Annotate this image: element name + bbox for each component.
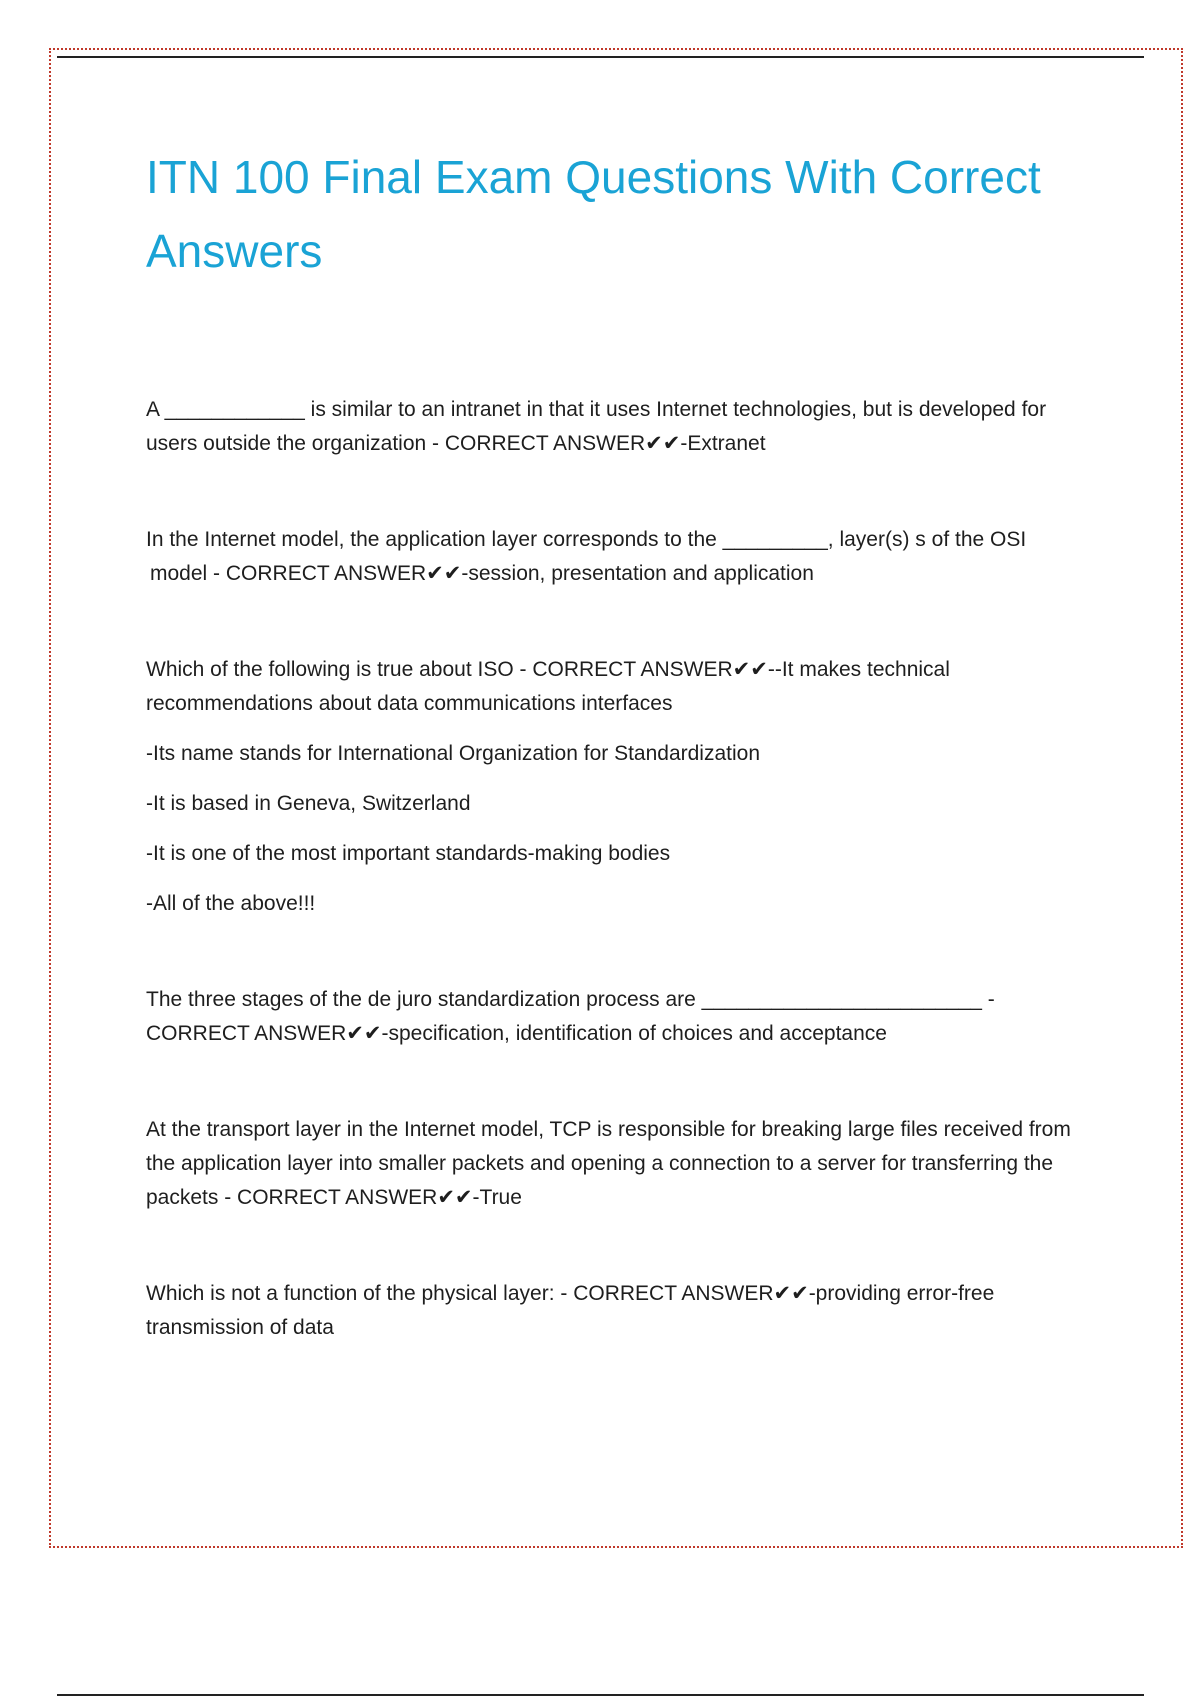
question-1: A ____________ is similar to an intranet in that it uses Internet technologies, but is developed for users outside the organization - CORRECT ANSWER✔✔-Extranet <box>146 398 1047 455</box>
question-3-option-4: -All of the above!!! <box>146 892 316 915</box>
question-2 <box>146 523 1096 591</box>
top-rule <box>57 56 1144 58</box>
question-4: The three stages of the de juro standardization process are ________________________ - CORRECT ANSWER✔✔-specification, identification of choices and acceptance <box>146 988 995 1045</box>
document-title: ITN 100 Final Exam Questions With Correct Answers <box>146 151 1041 277</box>
question-3-option-1: -Its name stands for International Organization for Standardization <box>146 742 761 765</box>
question-3-option-3: -It is one of the most important standards-making bodies <box>146 842 671 865</box>
question-2-line-2: model - CORRECT ANSWER✔✔-session, presentation and application <box>150 562 814 585</box>
question-5: At the transport layer in the Internet model, TCP is responsible for breaking large files received from the application layer into smaller packets and opening a connection to a server for transferring the packets - CORRECT ANSWER✔✔-True <box>146 1118 1071 1209</box>
question-2-line-1: In the Internet model, the application layer corresponds to the _________, layer(s) s of the OSI <box>146 528 1027 551</box>
question-6: Which is not a function of the physical layer: - CORRECT ANSWER✔✔-providing error-free transmission of data <box>146 1282 995 1339</box>
document-body <box>146 140 1096 1345</box>
question-3 <box>146 653 1096 921</box>
bottom-rule <box>57 1694 1144 1696</box>
question-3-option-2: -It is based in Geneva, Switzerland <box>146 792 471 815</box>
question-3-text: Which of the following is true about ISO - CORRECT ANSWER✔✔--It makes technical recommendations about data communications interfaces <box>146 658 950 715</box>
